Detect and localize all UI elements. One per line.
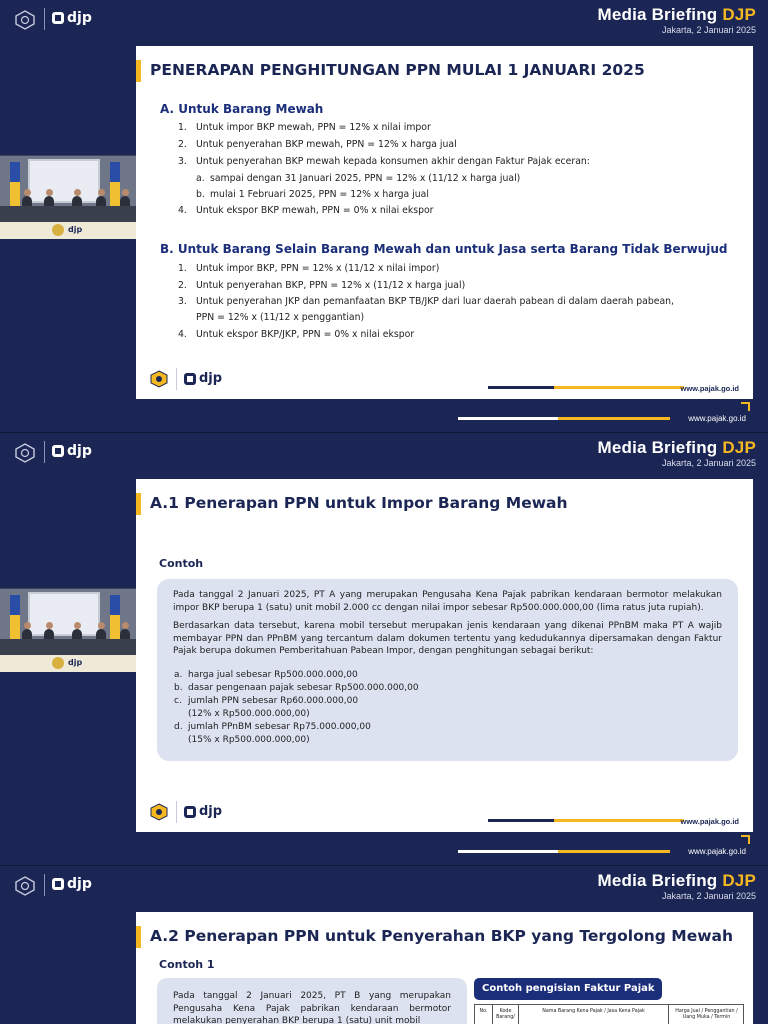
media-briefing-date: Jakarta, 2 Januari 2025 [661,891,756,901]
slide-title: A.2 Penerapan PPN untuk Penyerahan BKP yang Tergolong Mewah [150,927,734,945]
kemenkeu-emblem-icon [14,876,36,896]
calc-item [174,696,358,706]
list-item-num: 1. [178,122,187,133]
outer-line-white [458,850,558,853]
cam-person-head [74,622,81,629]
video-frame-3 [0,866,768,1024]
list-item-text: Untuk penyerahan BKP, PPN = 12% x (11/12 x harga jual) [196,280,466,291]
cam-banner-left-top [10,162,20,182]
slide-djp-logo [184,804,222,819]
faktur-table [474,1004,744,1024]
list-item-num: 3. [178,156,187,167]
media-briefing-title-accent: DJP [722,871,756,890]
slide-title: PENERAPAN PENGHITUNGAN PPN MULAI 1 JANUARI 2025 [150,61,645,79]
media-briefing-title-main: Media Briefing [597,5,723,24]
list-item-continuation [178,312,364,323]
faktur-heading: Contoh pengisian Faktur Pajak [474,978,662,1000]
cam-banner-right-top [110,595,120,615]
cam-banner-left-top [10,595,20,615]
list-item-num: 3. [178,296,187,307]
outer-url: www.pajak.go.id [688,414,746,423]
calc-item-num: a. [174,670,183,680]
media-briefing-title-main: Media Briefing [597,438,723,457]
slide-ppn-overview [136,46,753,399]
djp-logo-icon [52,878,64,890]
faktur-col-kode: Kode Barang/ [493,1005,519,1024]
list-item-text: Untuk impor BKP, PPN = 12% x (11/12 x nilai impor) [196,263,440,274]
logo-divider [44,874,45,896]
slide-djp-logo [184,371,222,386]
djp-logo-icon [184,806,196,818]
example-paragraph: Pada tanggal 2 Januari 2025, PT B yang merupakan Pengusaha Kena Pajak pabrikan kendaraan bermotor melakukan penyerahan BKP berupa 1 (satu) unit mobil [173,991,451,1024]
calc-item-num: c. [174,696,182,706]
list-item [178,205,433,216]
calc-item-num: b. [174,683,183,693]
list-item-num: 4. [178,205,187,216]
cam-screen [28,592,100,636]
djp-logo-icon [52,12,64,24]
cam-person-head [98,622,105,629]
djp-logo [52,10,92,26]
slide-penyerahan-bkp-mewah [136,912,753,1024]
outer-line-white [458,417,558,420]
example-paragraph: Berdasarkan data tersebut, karena mobil tersebut merupakan jenis kendaraan yang dikenai PPnBM maka PT A wajib membayar PPN dan PPnBM yang tercantum dalam dokumen tertentu yang kedudukannya dipersamakan dengan Faktur Pajak berupa dokumen Pemberitahuan Pabean Impor, dengan penghitungan sebagai berikut: [173,621,722,656]
list-item-num: 1. [178,263,187,274]
kemenkeu-emblem-icon [14,443,36,463]
calc-item [174,722,371,732]
list-item-num: 2. [178,280,187,291]
faktur-col-harga: Harga Jual / Penggantian / Uang Muka / Termin [675,1009,738,1020]
djp-logo [52,876,92,892]
calc-item-text: dasar pengenaan pajak sebesar Rp500.000.000,00 [188,683,419,693]
media-briefing-title [597,5,756,25]
slide-url: www.pajak.go.id [680,384,739,393]
djp-logo-text: djp [199,804,223,819]
media-briefing-date: Jakarta, 2 Januari 2025 [661,25,756,35]
calc-item [174,670,358,680]
list-item-text: PPN = 12% x (11/12 x penggantian) [196,312,365,323]
djp-logo-text: djp [67,443,92,459]
corner-mark-icon [741,402,750,411]
section-heading-a: A. Untuk Barang Mewah [160,102,324,116]
logo-divider [44,441,45,463]
djp-logo-text: djp [199,371,223,386]
media-briefing-title-accent: DJP [722,5,756,24]
list-item [178,139,457,150]
list-item-text: Untuk impor BKP mewah, PPN = 12% x nilai impor [196,122,431,133]
list-item-text: sampai dengan 31 Januari 2025, PPN = 12% x (11/12 x harga jual) [210,173,521,184]
cam-person-head [24,622,31,629]
outer-url: www.pajak.go.id [688,847,746,856]
corner-mark-icon [741,835,750,844]
cam-emblem-icon [52,224,64,236]
slide-title-accent-bar [136,926,141,948]
list-subitem [196,173,520,184]
cam-djp-text: djp [68,225,83,234]
list-subitem [196,189,429,200]
calc-item [174,683,419,693]
kemenkeu-emblem-icon [149,370,169,388]
cam-person-head [46,622,53,629]
outer-line-gold [558,417,670,420]
list-item-text: Untuk penyerahan JKP dan pemanfaatan BKP TB/JKP dari luar daerah pabean di dalam daerah pabean, [196,296,674,307]
calc-item-text: jumlah PPnBM sebesar Rp75.000.000,00 [188,722,371,732]
cam-person-head [122,622,129,629]
cam-screen [28,159,100,203]
list-item-text: Untuk penyerahan BKP mewah kepada konsumen akhir dengan Faktur Pajak eceran: [196,156,590,167]
cam-person-head [46,189,53,196]
calc-item-text: harga jual sebesar Rp500.000.000,00 [188,670,358,680]
cam-table [0,639,146,655]
calc-item [174,735,310,745]
logo-divider [44,8,45,30]
list-item-text: Untuk ekspor BKP mewah, PPN = 0% x nilai ekspor [196,205,434,216]
list-item [178,280,465,291]
faktur-col-nama: Nama Barang Kena Pajak / Jasa Kena Pajak [519,1005,669,1024]
slide-logo-divider [176,368,177,390]
djp-logo [52,443,92,459]
slide-logo-divider [176,801,177,823]
list-item [178,329,414,340]
faktur-col-no: No. [475,1005,493,1024]
list-item-text: Untuk ekspor BKP/JKP, PPN = 0% x nilai ekspor [196,329,415,340]
example-box [157,978,467,1024]
media-briefing-title-main: Media Briefing [597,871,723,890]
video-frame-2 [0,433,768,865]
slide-url: www.pajak.go.id [680,817,739,826]
calc-item-text: jumlah PPN sebesar Rp60.000.000,00 [188,696,359,706]
footer-line-gold [554,819,684,822]
cam-person-head [74,189,81,196]
cam-djp-text: djp [68,658,83,667]
list-item-num: b. [196,189,205,200]
list-item [178,156,590,167]
slide-title: A.1 Penerapan PPN untuk Impor Barang Mewah [150,494,568,512]
contoh-label: Contoh [159,557,204,570]
calc-item-num: d. [174,722,183,732]
djp-logo-icon [52,445,64,457]
slide-title-accent-bar [136,60,141,82]
list-item-text: Untuk penyerahan BKP mewah, PPN = 12% x harga jual [196,139,457,150]
cam-banner-right-top [110,162,120,182]
cam-person-head [24,189,31,196]
cam-person-head [122,189,129,196]
djp-logo-icon [184,373,196,385]
media-briefing-title-accent: DJP [722,438,756,457]
calc-item-text: (15% x Rp500.000.000,00) [188,735,310,745]
kemenkeu-emblem-icon [149,803,169,821]
cam-emblem-icon [52,657,64,669]
list-item [178,296,674,307]
slide-impor-barang-mewah [136,479,753,832]
list-item-num: 4. [178,329,187,340]
footer-line-gold [554,386,684,389]
camera-inset [0,155,146,239]
video-frame-1 [0,0,768,432]
list-item [178,263,439,274]
cam-person-head [98,189,105,196]
media-briefing-date: Jakarta, 2 Januari 2025 [661,458,756,468]
calc-item-text: (12% x Rp500.000.000,00) [188,709,310,719]
contoh-label: Contoh 1 [159,958,215,971]
footer-line-navy [488,386,554,389]
calc-item [174,709,310,719]
list-item [178,122,431,133]
list-item-num: a. [196,173,205,184]
media-briefing-title [597,871,756,891]
example-paragraph: Pada tanggal 2 Januari 2025, PT A yang merupakan Pengusaha Kena Pajak pabrikan kendaraan bermotor melakukan impor BKP berupa 1 (satu) unit mobil 2.000 cc dengan nilai impor sebesar Rp500.000.000,00 (lima ratus juta rupiah). [173,590,722,613]
list-item-text: mulai 1 Februari 2025, PPN = 12% x harga jual [210,189,429,200]
slide-title-accent-bar [136,493,141,515]
kemenkeu-emblem-icon [14,10,36,30]
section-heading-b: B. Untuk Barang Selain Barang Mewah dan untuk Jasa serta Barang Tidak Berwujud [160,242,728,256]
media-briefing-title [597,438,756,458]
djp-logo-text: djp [67,10,92,26]
list-item-num: 2. [178,139,187,150]
outer-line-gold [558,850,670,853]
cam-table [0,206,146,222]
camera-inset [0,588,146,672]
djp-logo-text: djp [67,876,92,892]
footer-line-navy [488,819,554,822]
